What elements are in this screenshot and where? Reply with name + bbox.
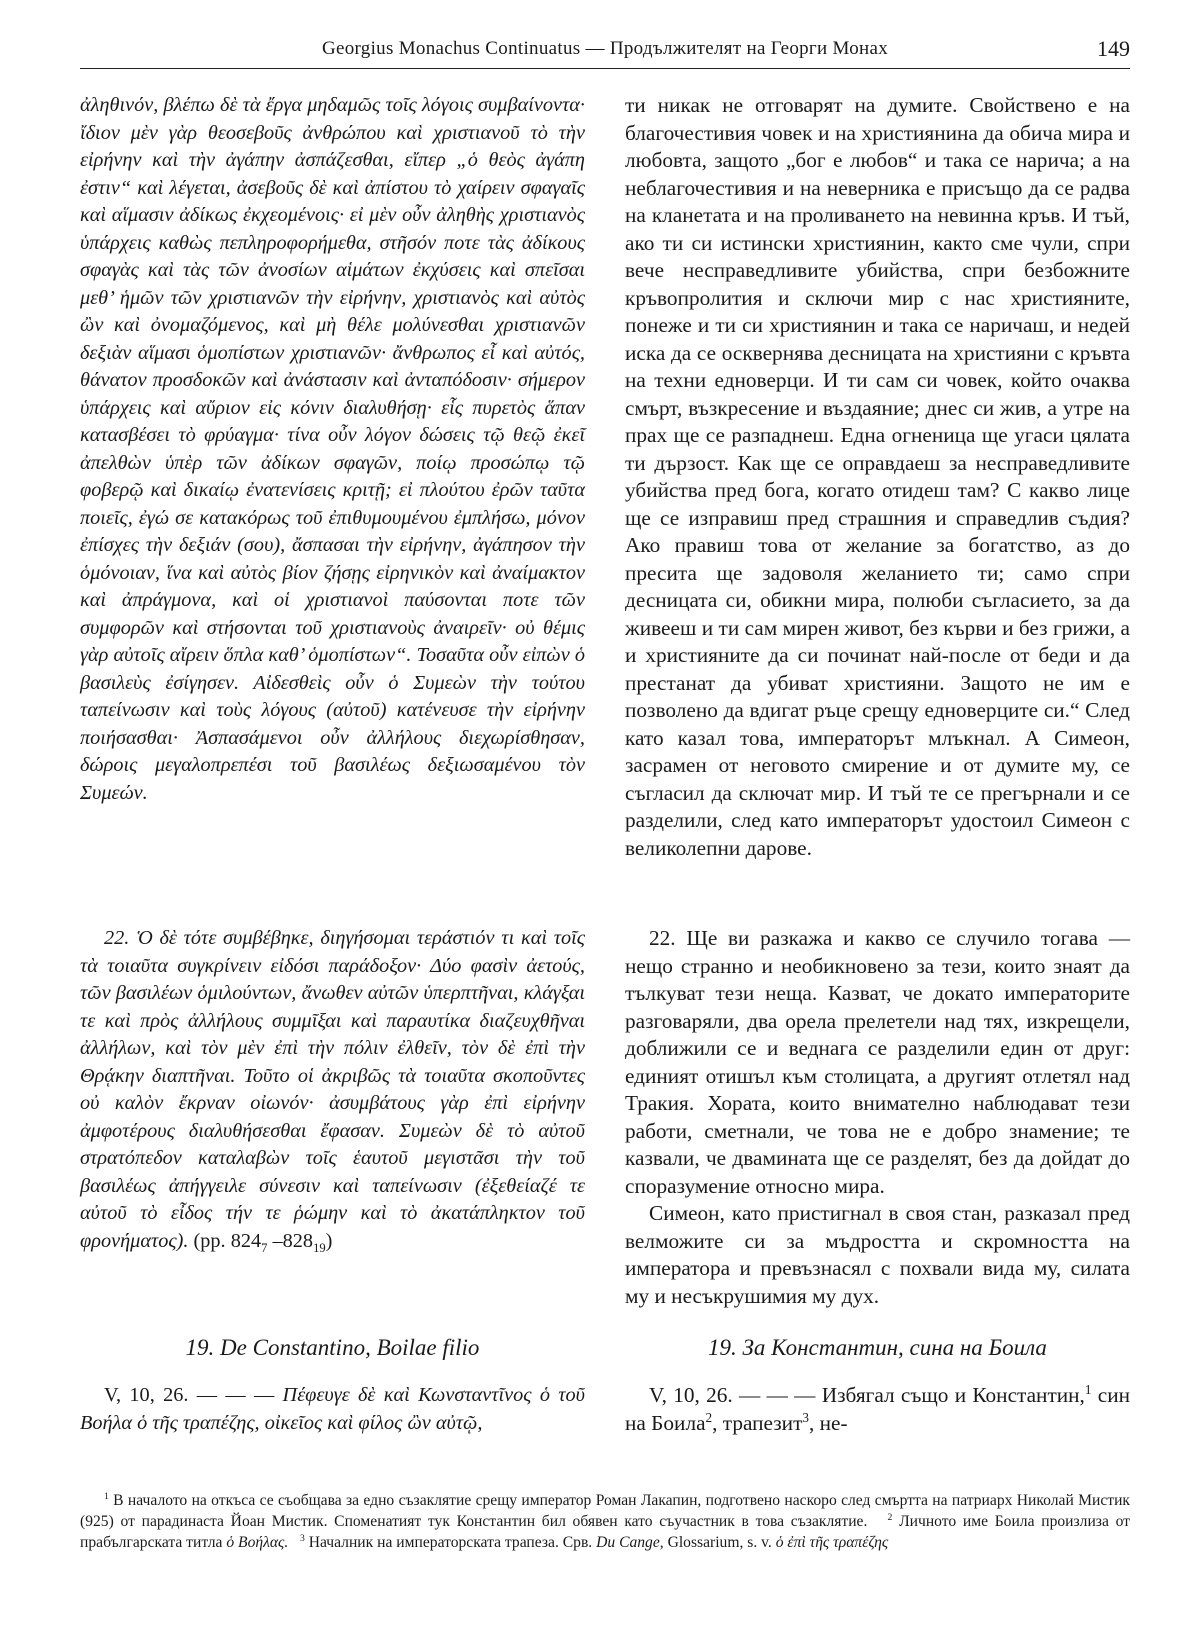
- book-reference: V, 10, 26. — — —: [104, 1384, 283, 1406]
- footnote-3-author: Du Cange,: [596, 1534, 664, 1551]
- bulgarian-column-main: [625, 92, 1130, 862]
- greek-column-main: [80, 92, 585, 807]
- footnote-2: Личното име Боила произлиза от прабългарската титла: [80, 1513, 1130, 1551]
- bulgarian-text-main: ти никак не отговарят на думите. Свойствено е на благочестивия човек и на християнина да обича мира и любовта, защото „бог е любов“ и така се нарича; а на неблагочестивия и на неверника е присъщо да се радва на кланетата и на проливането на невинна кръв. И тъй, ако ти си истински християнин, както сме чули, спри вече несправедливите убийства, спри безбожните кръвопролития и сключи мир с нас християните, понеже и ти си християнин и така се наричаш, и недей иска да се осквернява десницата на християни с кръвта на техни едноверци. И ти сам си човек, който очаква смърт, възкресение и въздаяние; днес си жив, а утре на прах ще се разпаднеш. Една огненица ще угаси цялата ти дързост. Как ще се оправдаеш за несправедливите убийства пред бога, когато отидеш там? С какво лице ще се изправиш пред страшния и справедлив съдия? Ако правиш това от желание за богатство, аз до пресита ще задоволя желанието ти; само спри десницата си, обикни мира, полюби съгласието, за да живееш и ти сам мирен живот, без кърви и без грижи, а и християните да си починат най-после от беди и да престанат да убиват християни. Защото не им е позволено да вдигат ръце срещу едноверците си.“ След като казал това, императорът млъкнал. А Симеон, засрамен от неговото смирение и от думите му, се съгласил да сключат мир. И тъй те се прегърнали и се разделили, след като императорът удостоил Симеон с великолепни дарове.: [625, 93, 1130, 860]
- bulgarian-section-19: [625, 1382, 1130, 1437]
- greek-column-section-22: [80, 925, 585, 1255]
- bulgarian-text-section-22: 22. Ще ви разкажа и какво се случило тогава — нещо странно и необикновено за тези, които знаят да тълкуват тези неща. Казват, че докато императорите разговаряли, два орела прелетели над тях, изкрещели, доближили се и веднага се разделили един от друг: единият отишъл към столицата, а другият отлетял над Тракия. Хората, които внимателно наблюдават тези работи, сметнали, че това не е добро знамение; те казвали, че двамината ще се разделят, без да дойдат до споразумение относно мира.: [625, 926, 1130, 1198]
- footnote-2-greek: ὁ Βοήλας.: [226, 1534, 289, 1551]
- greek-text-22: 22. Ὁ δὲ τότε συμβέβηκε, διηγήσομαι τεράστιόν τι καὶ τοῖς τὰ τοιαῦτα συγκρίνειν εἰδόσι παράδοξον· Δύο φασὶν ἀετούς, τῶν βασιλέων ὁμιλούντων, ἄνωθεν αὐτῶν ὑπερπτῆναι, κλάγξαι τε καὶ πρὸς ἀλλήλους συμμῖξαι καὶ παραυτίκα διαζευχθῆναι ἀλλήλων, καὶ τὸν μὲν ἐπὶ τὴν πόλιν ἐλθεῖν, τὸν δὲ ἐπὶ τὴν Θρᾴκην διαπτῆναι. Τοῦτο οἱ ἀκριβῶς τὰ τοιαῦτα σκοποῦντες οὐ καλὸν ἔκρναν οἰωνόν· ἀσυμβάτους γὰρ ἐπὶ εἰρήνην ἀμφοτέρους διαλυθήσεσθαι ἔφασαν. Συμεὼν δὲ τὸ αὐτοῦ στρατόπεδον καταλαβὼν τοῖς ἑαυτοῦ μεγιστᾶσι τὴν τοῦ βασιλέως ἀπήγγειλε σύνεσιν καὶ ταπείνωσιν (ἐξεθείαζέ τε αὐτοῦ τὸ εἶδος τήν τε ῥώμην καὶ τὸ ἀκατάπληκτον τοῦ φρονήματος).: [80, 927, 585, 1252]
- greek-text-section-19: [80, 1382, 585, 1437]
- page-header: [80, 38, 1130, 69]
- page-reference: (pp. $824_7$ $-828_{19}$): [193, 1229, 333, 1255]
- page-number: 149: [1097, 36, 1130, 61]
- footnote-ref-2: 2: [705, 1409, 713, 1425]
- footnote-1: В началото на откъса се съобщава за едно съзаклятие срещу император Роман Лакапин, подготвено наскоро след смъртта на патриарх Николай Мистик (925) от парадинаста Йоан Мистик. Споменатият тук Константин бил обявен като съучастник в това съзаклятие.: [80, 1492, 1130, 1530]
- footnote-ref-3: 3: [802, 1409, 809, 1425]
- section-title-bulgarian: 19. За Константин, сина на Боила: [708, 1335, 1047, 1360]
- footnote-3: Началник на императорската трапеза. Срв.: [308, 1534, 597, 1551]
- footnote-ref-1: 1: [1084, 1381, 1092, 1397]
- greek-text-main: ἀληθινόν, βλέπω δὲ τὰ ἔργα μηδαμῶς τοῖς λόγοις συμβαίνοντα· ἴδιον μὲν γὰρ θεοσεβοῦς ἀνθρώπου καὶ χριστιανοῦ τὸ τὴν εἰρήνην καὶ τὴν ἀγάπην ἀσπάζεσθαι, εἴπερ „ὁ θεὸς ἀγάπη ἐστιν“ καὶ λέγεται, ἀσεβοῦς δὲ καὶ ἀπίστου τὸ χαίρειν σφαγαῖς καὶ αἵμασιν ἀδίκως ἐκχεομένοις· εἰ μὲν οὖν ἀληθὴς χριστιανὸς ὑπάρχεις καθὼς πεπληροφορήμεθα, στῆσόν ποτε τὰς ἀδίκους σφαγὰς καὶ τὰς τῶν ἀνοσίων αἱμάτων ἐκχύσεις καὶ σπεῖσαι μεθ’ ἡμῶν τῶν χριστιανῶν τὴν εἰρήνην, χριστιανὸς καὶ αὐτὸς ὢν καὶ ὀνομαζόμενος, καὶ μὴ θέλε μολύνεσθαι χριστιανῶν δεξιὰν αἵμασι ὁμοπίστων χριστιανῶν· ἄνθρωπος εἶ καὶ αὐτός, θάνατον προσδοκῶν καὶ ἀνάστασιν καὶ ἀνταπόδοσιν· σήμερον ὑπάρχεις καὶ αὔριον εἰς κόνιν διαλυθήσῃ· εἷς πυρετὸς ἅπαν κατασβέσει τὸ φρύαγμα· τίνα οὖν λόγον δώσεις τῷ θεῷ ἐκεῖ ἀπελθὼν ὑπὲρ τῶν ἀδίκων σφαγῶν, ποίῳ προσώπῳ τῷ φοβερῷ καὶ δικαίῳ ἐνατενίσεις κριτῇ; εἰ πλούτου ἐρῶν ταῦτα ποιεῖς, ἐγώ σε κατακόρως τοῦ ἐπιθυμουμένου ἐμπλήσω, μόνον ἐπίσχες τὴν δεξιάν (σου), ἄσπασαι τὴν εἰρήνην, ἀγάπησον τὴν ὁμόνοιαν, ἵνα καὶ αὐτὸς βίον ζήσῃς εἰρηνικὸν καὶ ἀναίμακτον καὶ ἀπράγμονα, καὶ οἱ χριστιανοὶ παύσονται ποτε τῶν συμφορῶν καὶ στήσονται τοῦ χριστιανοὺς ἀναιρεῖν· οὐ θέμις γὰρ αὐτοῖς αἴρειν ὅπλα καθ’ ὁμοπίστων“. Τοσαῦτα οὖν εἰπὼν ὁ βασιλεὺς ἐσίγησεν. Αἰδεσθεὶς οὖν ὁ Συμεὼν τὴν τούτου ταπείνωσιν καὶ τοὺς λόγους (αὐτοῦ) κατένευσε τὴν εἰρήνην ποιήσασθαι· Ἀσπασάμενοι οὖν ἀλλήλους διεχωρίσθησαν, δώροις μεγαλοπρεπέσι τοῦ βασιλέως δεξιωσαμένου τὸν Συμεών.: [80, 94, 585, 804]
- footnotes: [80, 1490, 1130, 1553]
- footnotes-text: $^1$ В началото на откъса се съобщава за едно съзаклятие срещу император Роман Лакапин, подготвено наскоро след смъртта на патриарх Николай Мистик (925) от парадинаста Йоан Мистик. Споменатият тук Константин бил обявен като съучастник в това съзаклятие. $^2$ Личното име Боила произлиза от прабългарската титла ὁ Βοήλας. $^3$ Началник на императорската трапеза. Срв. Du Cange, Glossarium, s. v. ὁ ἐπὶ τῆς τραπέζης: [80, 1490, 1130, 1551]
- section-title-latin: 19. De Constantino, Boilae filio: [185, 1335, 480, 1360]
- bulgarian-column-section-22: [625, 925, 1130, 1310]
- running-title: Georgius Monachus Continuatus — Продължителят на Георги Монах: [321, 38, 889, 59]
- greek-text-section-22: [80, 925, 585, 1255]
- bulgarian-text-section-19: V, 10, 26. — — — Избягал също и Константин,$^1$ син на Боила$^2$, трапезит$^3$, не-: [625, 1381, 1130, 1435]
- footnote-mark-2: 2: [887, 1511, 893, 1523]
- greek-text-v: Πέφευγε δὲ καὶ Κωνσταντῖνος ὁ τοῦ Βοήλα ὁ τῆς τραπέζης, οἰκεῖος καὶ φίλος ὢν αὐτῷ,: [80, 1384, 585, 1434]
- greek-section-19: [80, 1382, 585, 1437]
- bulgarian-text-simeon: Симеон, като пристигнал в своя стан, разказал пред велможите си за мъдростта и скромността на императора и превъзнасял с похвали вида му, силата му и несъкрушимия му дух.: [625, 1201, 1130, 1308]
- footnote-mark-1: 1: [104, 1490, 109, 1502]
- footnote-mark-3: 3: [299, 1532, 305, 1544]
- footnote-3-greek: ὁ ἐπὶ τῆς τραπέζης: [775, 1534, 889, 1551]
